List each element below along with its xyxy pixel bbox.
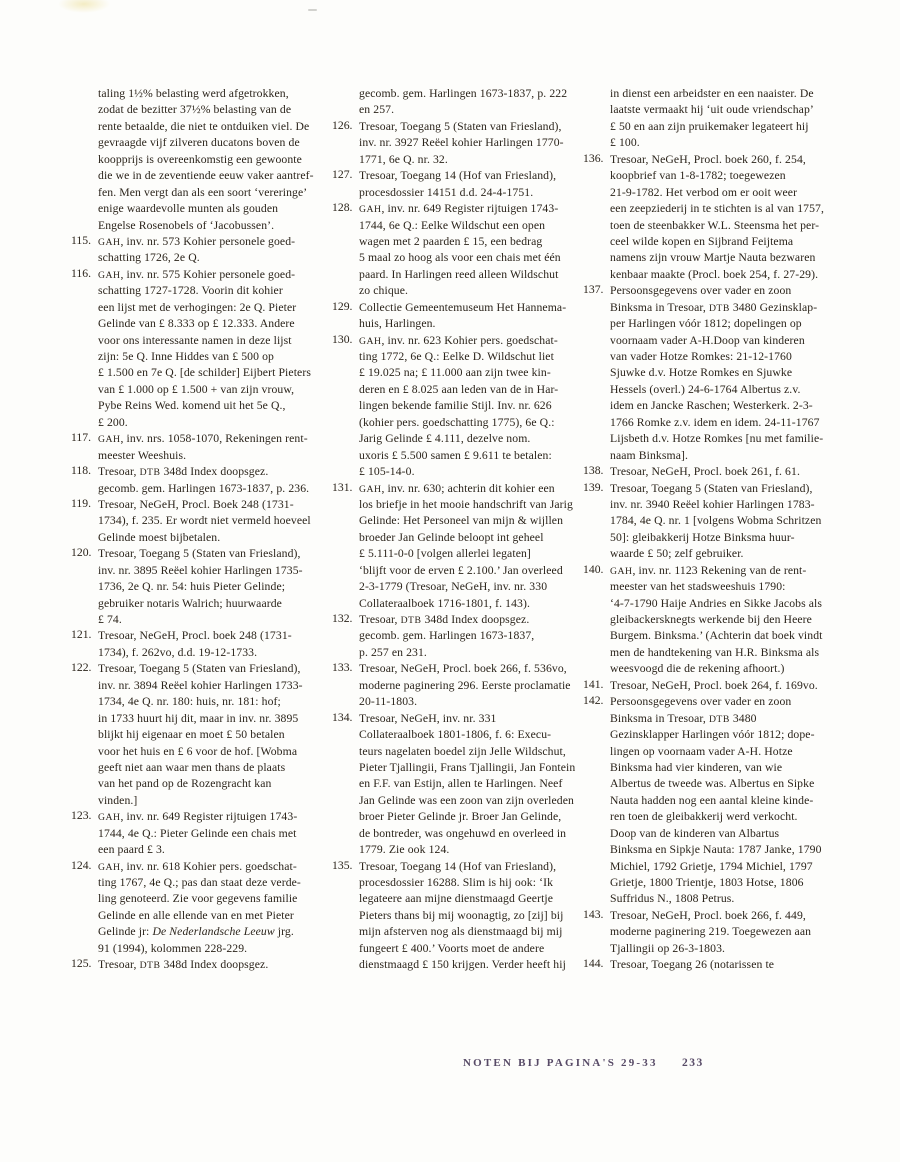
note-line: en 257.: [359, 103, 395, 117]
note-line: Tresoar, NeGeH, Procl. boek 264, f. 169vo.: [610, 678, 818, 692]
note-line: Pieters thans bij mij woonagtig, zo [zij] bij: [359, 908, 564, 922]
note-line: 20-11-1803.: [359, 695, 418, 709]
note-line: Suffridus N., 1808 Petrus.: [610, 892, 735, 906]
note-line: mijn afsterven nog als dienstmaagd bij mij: [359, 925, 563, 939]
smallcaps-text: GAH: [610, 565, 633, 577]
note-line: Hessels (overl.) 24-6-1764 Albertus z.v.: [610, 382, 801, 396]
note-line: Tresoar, Toegang 14 (Hof van Friesland),: [359, 859, 557, 873]
note-line: deren en £ 8.025 aan leden van de in Har-: [359, 382, 559, 396]
note-item: [583, 481, 824, 563]
note-line: GAH, inv. nr. 618 Kohier pers. goedschat-: [98, 859, 297, 873]
note-line: GAH, inv. nr. 623 Kohier pers. goedschat-: [359, 333, 558, 347]
note-line: £ 1.500 en 7e Q. [de schilder] Eijbert Pieters: [98, 366, 311, 380]
note-item: [332, 612, 575, 661]
note-line: taling 1½% belasting werd afgetrokken,: [98, 87, 289, 100]
note-line: ‘4-7-1790 Haije Andries en Sikke Jacobs als: [610, 596, 823, 610]
note-number: 121.: [71, 628, 92, 642]
note-line: £ 50 en aan zijn pruikemaker legateert hij: [610, 119, 809, 133]
italic-text: De Nederlandsche Leeuw: [152, 925, 275, 939]
note-item: [583, 957, 824, 973]
note-line: gecomb. gem. Harlingen 1673-1837, p. 236.: [98, 481, 310, 495]
note-line: de bontreder, was ongehuwd en overleed in: [359, 826, 567, 840]
note-line: Gezinsklapper Harlingen vóór 1812; dope-: [610, 728, 815, 742]
note-number: 120.: [71, 546, 92, 560]
note-line: Tresoar, NeGeH, Procl. boek 266, f. 536vo,: [359, 662, 567, 676]
note-line: blijkt hij eigenaar en moet £ 50 betalen: [98, 728, 285, 742]
note-item: [71, 957, 314, 973]
note-line: een lijst met de verhogingen: 2e Q. Pieter: [98, 300, 297, 314]
note-line: Binksma had vier kinderen, van wie: [610, 760, 783, 774]
note-line: meester Weeshuis.: [98, 448, 187, 462]
note-number: 136.: [583, 151, 604, 165]
note-number: 128.: [332, 201, 353, 215]
note-number: 133.: [332, 661, 353, 675]
note-number: 141.: [583, 677, 604, 691]
note-item: [583, 694, 824, 908]
note-item: [71, 809, 314, 858]
note-line: broeder Jan Gelinde beloopt int geheel: [359, 530, 544, 544]
smallcaps-text: GAH: [98, 812, 121, 824]
note-line: toen de steenbakker W.L. Steensma het per-: [610, 218, 820, 232]
note-line: Collectie Gemeentemuseum Het Hannema-: [359, 300, 567, 314]
note-line: £ 74.: [98, 613, 122, 626]
footer-running-title: NOTEN BIJ PAGINA'S 29-33: [463, 1057, 658, 1069]
note-item: [71, 661, 314, 809]
note-line: 5 maal zo hoog als voor een chais met één: [359, 251, 561, 265]
note-line: Michiel, 1792 Grietje, 1794 Michiel, 1797: [610, 859, 813, 873]
note-line: Burgem. Binksma.’ (Achterin dat boek vindt: [610, 629, 823, 643]
note-line: GAH, inv. nr. 1123 Rekening van de rent-: [610, 563, 807, 577]
note-line: legateere aan mijne dienstmaagd Geertje: [359, 892, 554, 906]
note-number: 137.: [583, 283, 604, 297]
smallcaps-text: GAH: [359, 483, 382, 495]
note-item: [583, 678, 824, 694]
note-line: enige waardevolle munten als gouden: [98, 202, 279, 216]
note-item: [583, 563, 824, 678]
smallcaps-text: GAH: [359, 204, 382, 216]
note-line: procesdossier 14151 d.d. 24-4-1751.: [359, 185, 534, 199]
note-item: [332, 481, 575, 613]
note-item: [583, 283, 824, 464]
note-line: ceel wilde kopen en Sijbrand Feijtema: [610, 234, 794, 248]
note-line: 21-9-1782. Het verbod om er ooit weer: [610, 185, 798, 199]
note-line: 1734), f. 262vo, d.d. 19-12-1733.: [98, 645, 258, 659]
note-number: 135.: [332, 858, 353, 872]
note-item: [332, 711, 575, 859]
note-item: [332, 661, 575, 710]
note-line: Tresoar, Toegang 5 (Staten van Friesland),: [359, 119, 562, 133]
note-line: ting 1772, 6e Q.: Eelke D. Wildschut liet: [359, 350, 554, 363]
note-line: 1771, 6e Q. nr. 32.: [359, 152, 448, 166]
note-line: Tresoar, NeGeH, Procl. boek 261, f. 61.: [610, 465, 800, 479]
note-item: [583, 86, 824, 152]
note-line: ren toen de gleibakkerij werd verkocht.: [610, 810, 798, 824]
note-line: Nauta hadden nog een aantal kleine kinde-: [610, 793, 814, 807]
note-line: koopbrief van 1-8-1782; toegewezen: [610, 169, 786, 183]
note-number: 124.: [71, 858, 92, 872]
note-number: 143.: [583, 907, 604, 921]
note-line: moderne paginering 296. Eerste proclamatie: [359, 678, 571, 692]
note-line: £ 200.: [98, 415, 128, 429]
note-line: die we in de zeventiende eeuw vaker aantref-: [98, 169, 314, 183]
note-line: dienstmaagd £ 150 krijgen. Verder heeft hij: [359, 958, 566, 972]
note-item: [583, 908, 824, 957]
note-line: Pieter Tjallingii, Frans Tjallingii, Jan Fontein: [359, 760, 576, 774]
note-line: 91 (1994), kolommen 228-229.: [98, 941, 248, 955]
note-number: 123.: [71, 809, 92, 823]
note-number: 139.: [583, 480, 604, 494]
note-item: [332, 859, 575, 974]
note-line: inv. nr. 3927 Reëel kohier Harlingen 1770-: [359, 136, 564, 150]
note-line: waarde £ 50; zelf gebruiker.: [610, 547, 744, 561]
note-line: weesvoogd die de rekening afhoort.): [610, 662, 785, 676]
note-line: gevraagde vijf zilveren ducatons boven de: [98, 136, 300, 150]
note-number: 132.: [332, 612, 353, 625]
note-number: 125.: [71, 957, 92, 971]
note-line: inv. nr. 3894 Reëel kohier Harlingen 1733-: [98, 678, 303, 692]
scan-dash-artifact: [308, 9, 317, 11]
note-line: paard. In Harlingen reed alleen Wildschut: [359, 267, 559, 281]
note-item: [332, 333, 575, 481]
note-number: 131.: [332, 480, 353, 494]
note-line: GAH, inv. nr. 649 Register rijtuigen 1743-: [98, 810, 298, 824]
note-item: [332, 201, 575, 300]
smallcaps-text: DTB: [708, 713, 730, 725]
note-line: schatting 1727-1728. Voorin dit kohier: [98, 284, 283, 298]
note-line: GAH, inv. nrs. 1058-1070, Rekeningen rent-: [98, 432, 308, 446]
note-item: [583, 152, 824, 284]
note-line: lingen bekende familie Stijl. Inv. nr. 626: [359, 399, 552, 413]
note-line: 1779. Zie ook 124.: [359, 843, 450, 857]
note-line: wagen met 2 paarden £ 15, een bedrag: [359, 234, 543, 248]
note-line: 1744, 6e Q.: Eelke Wildschut een open: [359, 218, 546, 232]
note-item: [71, 464, 314, 497]
note-number: 127.: [332, 168, 353, 182]
note-line: in dienst een arbeidster en een naaister. De: [610, 87, 814, 100]
note-line: Binksma in Tresoar, DTB 3480: [610, 711, 757, 725]
notes-column-3: [583, 86, 824, 974]
scan-smudge-artifact: [58, 0, 110, 13]
note-line: £ 5.111-0-0 [volgen allerlei legaten]: [359, 547, 531, 561]
note-line: Tresoar, Toegang 5 (Staten van Friesland),: [98, 662, 301, 676]
note-line: koopprijs is overeenkomstig een gewoonte: [98, 152, 302, 166]
note-item: [71, 497, 314, 546]
note-line: 1744, 4e Q.: Pieter Gelinde een chais met: [98, 826, 297, 840]
note-line: broer Pieter Gelinde jr. Broer Jan Gelinde,: [359, 810, 562, 824]
note-line: 50]: gleibakkerij Hotze Binksma huur-: [610, 530, 795, 544]
note-line: Tresoar, Toegang 14 (Hof van Friesland),: [359, 169, 557, 183]
note-number: 140.: [583, 562, 604, 576]
note-line: rente betaalde, die niet te ontduiken viel. De: [98, 119, 310, 133]
smallcaps-text: DTB: [708, 302, 730, 314]
note-line: voor het huis en £ 6 voor de hof. [Wobma: [98, 744, 298, 758]
note-line: ling genoteerd. Zie voor gegevens familie: [98, 892, 298, 906]
note-line: (kohier pers. goedschatting 1775), 6e Q.:: [359, 415, 555, 429]
note-line: Tresoar, DTB 348d Index doopsgez.: [98, 465, 269, 479]
note-line: Tresoar, DTB 348d Index doopsgez.: [98, 958, 269, 972]
note-number: 142.: [583, 694, 604, 708]
note-line: 1766 Romke z.v. idem en idem. 24-11-1767: [610, 415, 820, 429]
note-item: [71, 86, 314, 234]
note-line: men de handtekening van H.R. Binksma als: [610, 645, 820, 659]
note-line: gecomb. gem. Harlingen 1673-1837,: [359, 629, 535, 643]
note-item: [332, 86, 575, 119]
note-number: 116.: [71, 266, 92, 280]
note-line: vinden.]: [98, 793, 138, 807]
note-line: £ 19.025 na; £ 11.000 aan zijn twee kin-: [359, 366, 551, 380]
note-line: Gelinde jr: De Nederlandsche Leeuw jrg.: [98, 925, 294, 939]
note-line: ting 1767, 4e Q.; pas dan staat deze verde-: [98, 876, 301, 889]
note-item: [71, 234, 314, 267]
note-number: 119.: [71, 496, 92, 510]
note-line: GAH, inv. nr. 630; achterin dit kohier een: [359, 481, 555, 495]
note-line: ‘blijft voor de erven £ 2.100.’ Jan overleed: [359, 563, 563, 577]
note-line: geeft niet aan waar men thans de plaats: [98, 760, 286, 774]
note-line: zo chique.: [359, 284, 409, 298]
note-line: Grietje, 1800 Trientje, 1803 Hotse, 1806: [610, 876, 804, 889]
note-item: [71, 431, 314, 464]
note-item: [71, 859, 314, 958]
smallcaps-text: DTB: [139, 467, 161, 479]
note-line: Tresoar, Toegang 26 (notarissen te: [610, 958, 775, 972]
note-line: GAH, inv. nr. 573 Kohier personele goed-: [98, 234, 296, 248]
smallcaps-text: GAH: [98, 434, 121, 446]
note-line: zijn: 5e Q. Inne Hiddes van £ 500 op: [98, 350, 274, 363]
note-line: Sjuwke d.v. Hotze Romkes en Sjuwke: [610, 366, 793, 380]
note-line: fen. Men vergt dan als een soort ‘vereringe’: [98, 185, 308, 199]
note-line: 1734), f. 235. Er wordt niet vermeld hoeveel: [98, 514, 311, 528]
notes-column-1: [71, 86, 314, 974]
note-line: 1784, 4e Q. nr. 1 [volgens Wobma Schritzen: [610, 514, 822, 528]
note-line: Gelinde en alle ellende van en met Pieter: [98, 908, 294, 922]
smallcaps-text: DTB: [400, 615, 422, 626]
note-line: moderne paginering 219. Toegewezen aan: [610, 925, 812, 939]
note-line: Tjallingii op 26-3-1803.: [610, 941, 726, 955]
note-line: 1736, 2e Q. nr. 54: huis Pieter Gelinde;: [98, 580, 286, 594]
note-line: Jarig Gelinde £ 4.111, dezelve nom.: [359, 432, 531, 446]
note-item: [71, 546, 314, 628]
note-line: huis, Harlingen.: [359, 317, 436, 331]
note-number: 122.: [71, 661, 92, 675]
note-item: [71, 267, 314, 431]
note-line: 1734, 4e Q. nr. 180: huis, nr. 181: hof;: [98, 695, 281, 709]
note-line: Tresoar, Toegang 5 (Staten van Friesland),: [98, 547, 301, 561]
note-line: namens zijn vrouw Martje Nauta bezwaren: [610, 251, 816, 265]
note-line: Tresoar, DTB 348d Index doopsgez.: [359, 613, 530, 626]
note-line: Tresoar, NeGeH, Procl. Boek 248 (1731-: [98, 497, 294, 511]
note-line: Gelinde moest bijbetalen.: [98, 530, 221, 544]
note-line: Lijsbeth d.v. Hotze Romkes [nu met familie-: [610, 432, 824, 446]
note-line: Collateraalboek 1716-1801, f. 143).: [359, 596, 530, 610]
note-line: schatting 1726, 2e Q.: [98, 251, 200, 265]
note-line: in 1733 huurt hij dit, maar in inv. nr. 3895: [98, 711, 299, 725]
note-line: Persoonsgegevens over vader en zoon: [610, 695, 792, 709]
notes-column-2: [332, 86, 575, 974]
note-line: inv. nr. 3895 Reëel kohier Harlingen 1735-: [98, 563, 303, 577]
note-line: Doop van de kinderen van Albartus: [610, 826, 780, 840]
note-number: 130.: [332, 332, 353, 346]
note-line: uxoris £ 5.500 samen £ 9.611 te betalen:: [359, 448, 552, 462]
note-line: 2-3-1779 (Tresoar, NeGeH, inv. nr. 330: [359, 580, 548, 594]
note-line: gleibackersknegts werkende bij den Heere: [610, 613, 812, 626]
smallcaps-text: GAH: [98, 236, 121, 248]
smallcaps-text: DTB: [139, 960, 161, 972]
note-line: Engelse Rosenobels of ‘Jacobussen’.: [98, 218, 275, 232]
note-line: Persoonsgegevens over vader en zoon: [610, 284, 792, 298]
note-line: Jan Gelinde was een zoon van zijn overleden: [359, 793, 574, 807]
note-item: [332, 119, 575, 168]
note-line: gecomb. gem. Harlingen 1673-1837, p. 222: [359, 87, 568, 100]
footer-page-number: 233: [682, 1057, 704, 1069]
note-line: Tresoar, NeGeH, Procl. boek 266, f. 449,: [610, 908, 806, 922]
note-number: 129.: [332, 299, 353, 313]
note-line: laatste vermaakt hij ‘uit oude vriendschap’: [610, 103, 814, 117]
note-line: Pybe Reins Wed. komend uit het 5e Q.,: [98, 399, 286, 413]
note-number: 115.: [71, 233, 92, 247]
note-line: £ 105-14-0.: [359, 465, 415, 479]
note-line: Gelinde van £ 8.333 op £ 12.333. Andere: [98, 317, 295, 331]
note-line: van £ 1.000 op £ 1.500 + van zijn vrouw,: [98, 382, 295, 396]
note-line: voor ons interessante namen in deze lijst: [98, 333, 292, 347]
note-line: procesdossier 16288. Slim is hij ook: ‘Ik: [359, 876, 554, 889]
note-line: meester van het stadsweeshuis 1790:: [610, 580, 786, 594]
note-number: 134.: [332, 710, 353, 724]
note-item: [71, 628, 314, 661]
note-line: Binksma en Sipkje Nauta: 1787 Janke, 1790: [610, 843, 822, 857]
note-number: 126.: [332, 118, 353, 132]
note-line: naam Binksma].: [610, 448, 689, 462]
note-line: Tresoar, NeGeH, Procl. boek 260, f. 254,: [610, 152, 806, 166]
note-line: per Harlingen vóór 1812; dopelingen op: [610, 317, 802, 331]
note-line: zodat de bezitter 37½% belasting van de: [98, 103, 292, 117]
note-line: kenbaar maakte (Procl. boek 254, f. 27-29).: [610, 267, 819, 281]
note-line: £ 100.: [610, 136, 640, 150]
note-line: gebruiker notaris Walrich; huurwaarde: [98, 596, 282, 610]
note-line: los briefje in het mooie handschrift van Jarig: [359, 497, 573, 511]
note-line: van het pand op de Rozengracht kan: [98, 777, 272, 791]
note-line: Binksma in Tresoar, DTB 3480 Gezinsklap-: [610, 300, 818, 314]
note-line: voornaam vader A-H.Doop van kinderen: [610, 333, 805, 347]
note-line: Collateraalboek 1801-1806, f. 6: Execu-: [359, 728, 552, 742]
note-number: 117.: [71, 431, 92, 445]
note-line: idem en Jancke Raschen; Westerkerk. 2-3-: [610, 399, 813, 413]
note-line: en F.F. van Estijn, allen te Harlingen. Neef: [359, 777, 563, 791]
note-line: een zeepziederij in te stichten is al van 1757,: [610, 202, 825, 216]
note-line: Tresoar, NeGeH, inv. nr. 331: [359, 711, 497, 725]
note-line: inv. nr. 3940 Reëel kohier Harlingen 1783-: [610, 497, 815, 511]
smallcaps-text: GAH: [359, 335, 382, 347]
note-line: Albertus de tweede was. Albertus en Sipke: [610, 777, 815, 791]
note-line: GAH, inv. nr. 575 Kohier personele goed-: [98, 267, 296, 281]
note-number: 118.: [71, 464, 92, 478]
note-line: een paard £ 3.: [98, 843, 165, 857]
note-line: Tresoar, Toegang 5 (Staten van Friesland),: [610, 481, 813, 495]
note-line: teurs nagelaten boedel zijn Jelle Wildschut,: [359, 744, 566, 758]
smallcaps-text: GAH: [98, 861, 121, 873]
note-line: fungeert £ 400.’ Voorts moet de andere: [359, 941, 545, 955]
note-line: lingen op voornaam vader A-H. Hotze: [610, 744, 793, 758]
note-item: [332, 168, 575, 201]
note-line: Gelinde: Het Personeel van mijn & wijllen: [359, 514, 564, 528]
note-number: 138.: [583, 464, 604, 478]
note-line: Tresoar, NeGeH, Procl. boek 248 (1731-: [98, 629, 292, 643]
note-item: [332, 300, 575, 333]
note-number: 144.: [583, 957, 604, 971]
note-line: p. 257 en 231.: [359, 645, 427, 659]
note-line: van vader Hotze Romkes: 21-12-1760: [610, 350, 792, 363]
note-line: GAH, inv. nr. 649 Register rijtuigen 1743-: [359, 202, 559, 216]
note-item: [583, 464, 824, 480]
smallcaps-text: GAH: [98, 269, 121, 281]
